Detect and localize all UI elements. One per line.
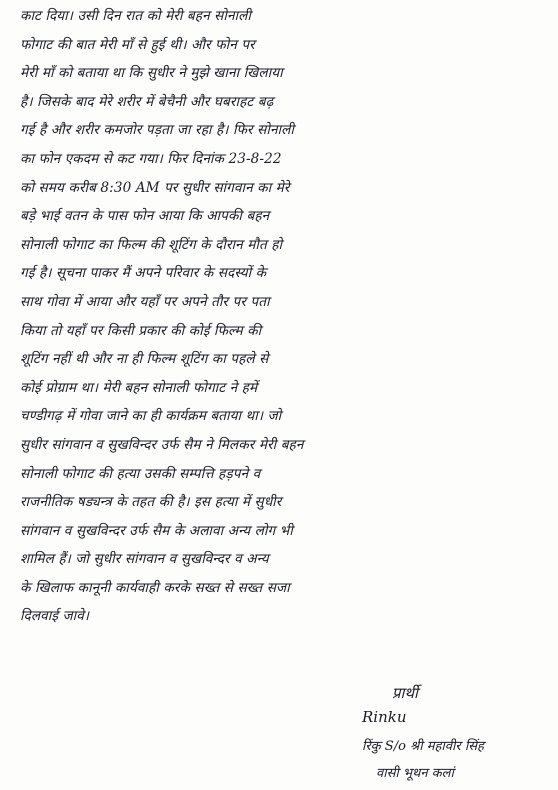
letter-line: है। जिसके बाद मेरे शरीर में बेचैनी और घबराहट बढ़ (20, 93, 274, 110)
letter-line: गई है और शरीर कमजोर पड़ता जा रहा है। फिर सोनाली (20, 122, 294, 139)
letter-line: सोनाली फोगाट का फिल्म की शूटिंग के दौरान मौत हो (20, 236, 283, 253)
letter-line: चण्डीगढ़ में गोवा जाने का ही कार्यक्रम बताया था। जो (20, 408, 282, 425)
letter-line: फोगाट की बात मेरी माँ से हुई थी। और फोन पर (20, 36, 255, 53)
letter-line: सुधीर सांगवान व सुखविन्दर उर्फ सैम ने मिलकर मेरी बहन (20, 436, 304, 453)
letter-line: सांगवान व सुखविन्दर उर्फ सैम के अलावा अन्य लोग भी (20, 522, 293, 539)
letter-body (20, 2, 546, 631)
signature-label: प्रार्थी (392, 684, 418, 702)
letter-line: का फोन एकदम से कट गया। फिर दिनांक 23-8-22 (20, 150, 282, 167)
letter-line: दिलवाई जावे। (20, 608, 90, 625)
letter-line: राजनीतिक षड्यन्त्र के तहत की है। इस हत्या में सुधीर (20, 494, 282, 511)
letter-line: बड़े भाई वतन के पास फोन आया कि आपकी बहन (20, 208, 270, 225)
letter-line: मेरी माँ को बताया था कि सुधीर ने मुझे खाना खिलाया (20, 65, 283, 82)
signature-relation: रिंकु S/o श्री महावीर सिंह (362, 739, 484, 754)
letter-line: शामिल हैं। जो सुधीर सांगवान व सुखविन्दर व अन्य (20, 551, 269, 568)
letter-line: किया तो यहाँ पर किसी प्रकार की कोई फिल्म की (20, 322, 262, 339)
letter-line: कोई प्रोग्राम था। मेरी बहन सोनाली फोगाट ने हमें (20, 379, 258, 396)
letter-line: के खिलाफ कानूनी कार्यवाही करके सख्त से सख्त सजा (20, 579, 290, 596)
letter-line: शूटिंग नहीं थी और ना ही फिल्म शूटिंग का पहले से (20, 351, 269, 368)
letter-line: को समय करीब 8:30 AM पर सुधीर सांगवान का मेरे (20, 179, 290, 196)
signature-name: Rinku (362, 708, 407, 726)
letter-line: काट दिया। उसी दिन रात को मेरी बहन सोनाली (20, 8, 251, 24)
letter-line: सोनाली फोगाट की हत्या उसकी सम्पत्ति हड़पने व (20, 465, 261, 482)
letter-line: साथ गोवा में आया और यहाँ पर अपने तौर पर पता (20, 293, 270, 310)
signature-address: वासी भूथन कलां (376, 766, 454, 781)
letter-line: गई है। सूचना पाकर मैं अपने परिवार के सदस्यों के (20, 265, 267, 282)
